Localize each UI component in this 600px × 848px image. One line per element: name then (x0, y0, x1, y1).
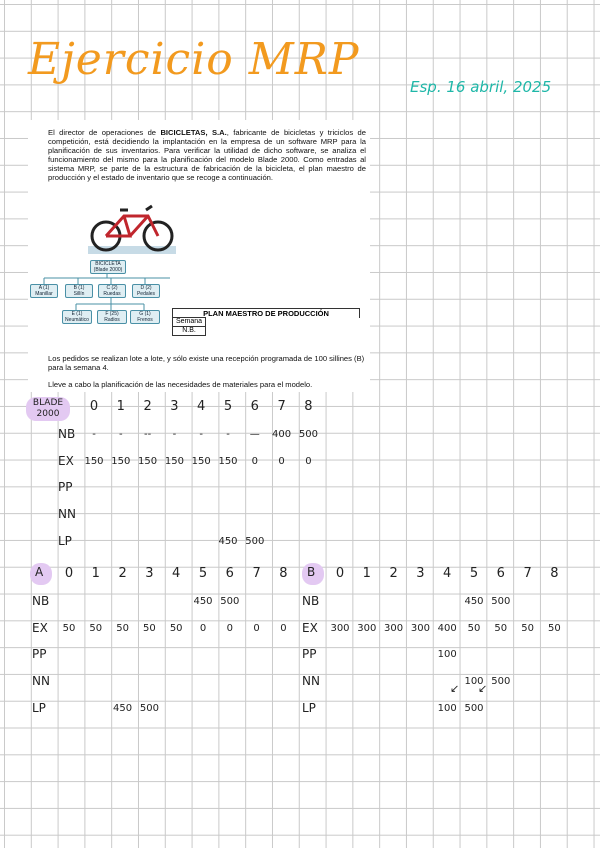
a-table-row-label: EX (32, 620, 48, 635)
blade-table-cell: - (199, 428, 203, 440)
blade-table-cell: 150 (84, 455, 104, 467)
note-lot: Los pedidos se realizan lote a lote, y sólo existe una recepción programada de 100 sillines (B) para la semana 4. (48, 354, 365, 372)
a-table-cell: 50 (89, 622, 103, 634)
a-table-cell: 0 (199, 622, 207, 634)
b-table-row-label: EX (302, 620, 318, 635)
bom-node-root: BICICLETA (Blade 2000) (90, 260, 126, 274)
a-table-cell: 0 (226, 622, 233, 634)
blade-table-cell: 450 (218, 536, 238, 547)
b-table-label: B (307, 565, 316, 579)
page-title: Ejercicio MRP (28, 34, 360, 85)
a-table-week: 3 (145, 566, 154, 581)
bike-handles (120, 206, 152, 210)
blade-table-cell: 150 (191, 455, 211, 467)
a-table-cell: 0 (280, 622, 287, 634)
intro-paragraph: El director de operaciones de BICICLETAS, S.A., fabricante de bicicletas y triciclos de competición, está decidiendo la implantación en la empresa de un software MRP para la planificación de sus inventarios. Para verificar la utilidad de dicho software, se analiza el funcionamiento del mismo para la planificación del modelo Blade 2000. Como entradas al sistema MRP, se parte de la estructura de fabricación de la bicicleta, el plan maestro de producción y el estado de inventario que se recoge a continuación. (48, 128, 366, 182)
b-table-cell: 500 (491, 676, 511, 688)
b-table-cell: 300 (330, 622, 350, 634)
b-table-cell: 500 (491, 595, 511, 607)
blade-table-week: 4 (197, 399, 206, 414)
a-table-row-label: NB (32, 593, 50, 608)
blade-table-week: 6 (250, 399, 259, 414)
a-table-row-label: NN (32, 674, 50, 689)
blade-table-cell: - (92, 428, 96, 440)
b-table-week: 8 (550, 566, 559, 581)
blade-table-cell: - (118, 428, 123, 440)
blade-table-cell: 150 (138, 455, 158, 467)
date-note: Esp. 16 abril, 2025 (410, 78, 552, 96)
blade-table-week: 2 (143, 399, 152, 414)
company-name: BICICLETAS, S.A. (160, 128, 227, 137)
b-table-week: 0 (335, 566, 345, 581)
b-table-week: 7 (523, 566, 532, 581)
exercise-card (28, 120, 370, 392)
b-table-row-label: NB (302, 593, 320, 608)
a-table-row-label: LP (32, 701, 46, 715)
blade-table-row-label: LP (58, 534, 72, 548)
b-table-cell: 50 (494, 622, 508, 634)
a-table-week: 4 (172, 566, 181, 581)
b-table-cell: 300 (410, 622, 430, 634)
blade-table-row-label: EX (58, 453, 74, 468)
b-table-cell: 500 (464, 703, 484, 714)
b-table-cell: 400 (437, 622, 457, 634)
a-table-cell: 450 (193, 595, 213, 607)
a-table-row-label: PP (32, 647, 47, 662)
b-table-cell: 100 (437, 703, 457, 714)
bom-node-e: E (1) Neumático (62, 310, 92, 324)
a-table-cell: 50 (62, 622, 76, 634)
b-table-week: 3 (416, 566, 425, 581)
a-table-week: 8 (279, 566, 288, 581)
blade-table-cell: 0 (251, 455, 258, 467)
a-table-cell: 500 (139, 703, 159, 714)
blade-table-cell: 150 (164, 455, 184, 467)
blade-table-cell: - (226, 428, 230, 440)
b-table-cell: 50 (521, 622, 534, 634)
a-table-week: 1 (91, 566, 100, 581)
b-table-cell: 50 (548, 622, 561, 634)
b-table-cell: 300 (384, 622, 404, 634)
blade-table-week: 0 (89, 399, 99, 414)
bom-tree (28, 258, 188, 338)
a-table-cell: 50 (143, 622, 156, 634)
pmp-nb-label: N.B. (173, 327, 206, 336)
arrow-icon: ↙ (478, 682, 488, 695)
b-table-week: 5 (469, 566, 479, 581)
a-table-cell: 500 (220, 595, 240, 607)
b-table-cell: 100 (437, 649, 457, 661)
b-table-cell: 300 (357, 622, 377, 634)
blade-table-week: 7 (277, 399, 286, 414)
blade-table-week: 5 (223, 399, 233, 414)
b-table-week: 2 (389, 566, 398, 581)
blade-table-cell: 0 (305, 455, 312, 467)
b-table-cell: 100 (464, 676, 484, 688)
pmp-title: PLAN MAESTRO DE PRODUCCIÓN (172, 308, 360, 318)
a-table-week: 7 (252, 566, 261, 581)
a-table-week: 5 (198, 566, 208, 581)
blade-table-cell: 150 (218, 455, 238, 467)
a-table-week: 2 (118, 566, 127, 581)
blade-table-cell: 0 (278, 455, 285, 467)
arrow-icon: ↙ (450, 682, 460, 695)
a-table-week: 0 (64, 566, 74, 581)
blade-table-row-label: NN (58, 507, 76, 522)
b-table-week: 4 (443, 566, 452, 581)
blade-table-cell: 500 (245, 536, 265, 547)
bom-node-b: B (1) Sillín (65, 284, 93, 298)
a-table-label: A (35, 565, 44, 579)
bom-node-f: F (25) Radios (97, 310, 127, 324)
blade-table-week: 8 (304, 399, 313, 414)
blade-table-week: 1 (116, 399, 125, 414)
bicycle-image (84, 196, 180, 256)
blade-table-cell: — (249, 428, 260, 440)
bom-node-d: D (2) Pedales (132, 284, 160, 298)
blade-table-row-label: PP (58, 480, 73, 495)
a-table-cell: 450 (113, 703, 133, 714)
pmp-table (172, 317, 206, 336)
blade-table-cell: -- (143, 428, 152, 440)
note-task: Lleve a cabo la planificación de las necesidades de materiales para el modelo. (48, 380, 313, 389)
a-table-cell: 50 (116, 622, 129, 634)
a-table-week: 6 (225, 566, 234, 581)
bom-node-a: A (1) Manillar (30, 284, 58, 298)
b-table-row-label: LP (302, 701, 316, 715)
a-table-cell: 0 (253, 622, 260, 634)
a-table-cell: 50 (169, 622, 183, 634)
blade-table-cell: 400 (272, 428, 292, 440)
blade-table-cell: - (172, 428, 177, 440)
bom-node-c: C (2) Ruedas (98, 284, 126, 298)
blade-table-cell: 500 (298, 428, 318, 440)
b-table-cell: 50 (467, 622, 481, 634)
b-table-row-label: NN (302, 674, 320, 689)
blade-table-cell: 150 (111, 455, 131, 467)
blade-table-label: BLADE 2000 (32, 398, 64, 419)
blade-table-week: 3 (170, 399, 179, 414)
b-table-week: 1 (362, 566, 371, 581)
b-table-row-label: PP (302, 647, 317, 662)
b-table-week: 6 (496, 566, 505, 581)
pmp-week-label: Semana (173, 318, 206, 327)
blade-table-row-label: NB (58, 426, 76, 441)
b-table-cell: 450 (464, 595, 484, 607)
bom-node-g: G (1) Frenos (130, 310, 160, 324)
